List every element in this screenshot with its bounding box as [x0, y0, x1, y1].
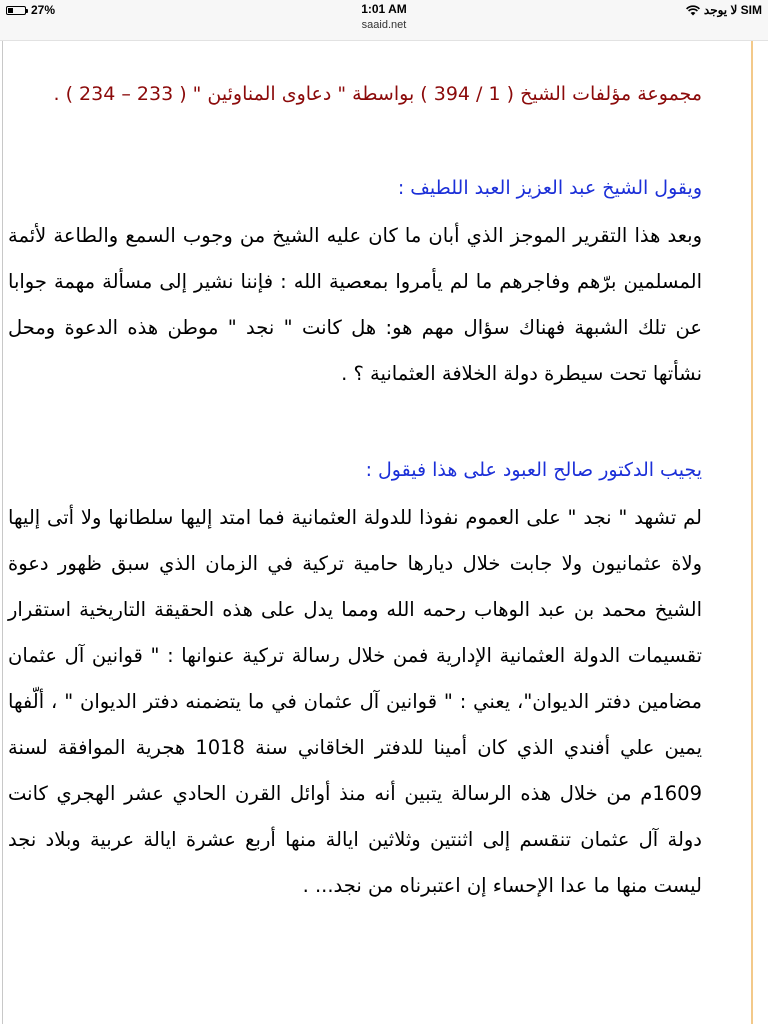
- carrier-label: لا يوجد SIM: [703, 3, 762, 17]
- section-heading-1: ويقول الشيخ عبد العزيز العبد اللطيف :: [397, 177, 702, 199]
- status-bar: [0, 0, 768, 41]
- battery-percent: 27%: [31, 3, 56, 17]
- carrier-indicator: [686, 2, 762, 18]
- clock: 1:01 AM: [361, 2, 407, 16]
- address-bar-url[interactable]: saaid.net: [361, 19, 407, 31]
- page-border-left: [2, 41, 3, 1024]
- paragraph-1: وبعد هذا التقرير الموجز الذي أبان ما كان عليه الشيخ من وجوب السمع والطاعة لأئمة المسلمين برّهم وفاجرهم ما لم يأمروا بمعصية الله : فإننا نشير إلى مسألة مهمة جوابا عن تلك الشبهة فهناك سؤال مهم هو: هل كانت " نجد " موطن هذه الدعوة ومحل نشأتها تحت سيطرة دولة الخلافة العثمانية ؟ .: [8, 224, 702, 385]
- section-heading-2: يجيب الدكتور صالح العبود على هذا فيقول :: [365, 459, 702, 481]
- source-reference: مجموعة مؤلفات الشيخ ( 1 / 394 ) بواسطة " دعاوى المناوئين " ( 233 – 234 ) .: [53, 83, 702, 105]
- page-viewport[interactable]: [0, 41, 768, 1024]
- paragraph-2: لم تشهد " نجد " على العموم نفوذا للدولة العثمانية فما امتد إليها سلطانها ولا أتى إليها ولاة عثمانيون ولا جابت خلال ديارها حامية تركية في الزمان الذي سبق ظهور دعوة الشيخ محمد بن عبد الوهاب رحمه الله ومما يدل على هذه الحقيقة التاريخية استقرار تقسيمات الدولة العثمانية الإدارية فمن خلال رسالة تركية عنوانها : " قوانين آل عثمان مضامين دفتر الديوان"، يعني : " قوانين آل عثمان في ما يتضمنه دفتر الديوان " ، ألّفها يمين علي أفندي الذي كان أمينا للدفتر الخاقاني سنة 1018 هجرية الموافقة لسنة 1609م من خلال هذه الرسالة يتبين أنه منذ أوائل القرن الحادي عشر الهجري كانت دولة آل عثمان تنقسم إلى اثنتين وثلاثين ايالة منها أربع عشرة ايالة عربية وبلاد نجد ليست منها ما عدا الإحساء إن اعتبرناه من نجد... .: [8, 506, 702, 897]
- wifi-icon: [686, 5, 700, 16]
- page-border-right: [751, 41, 753, 1024]
